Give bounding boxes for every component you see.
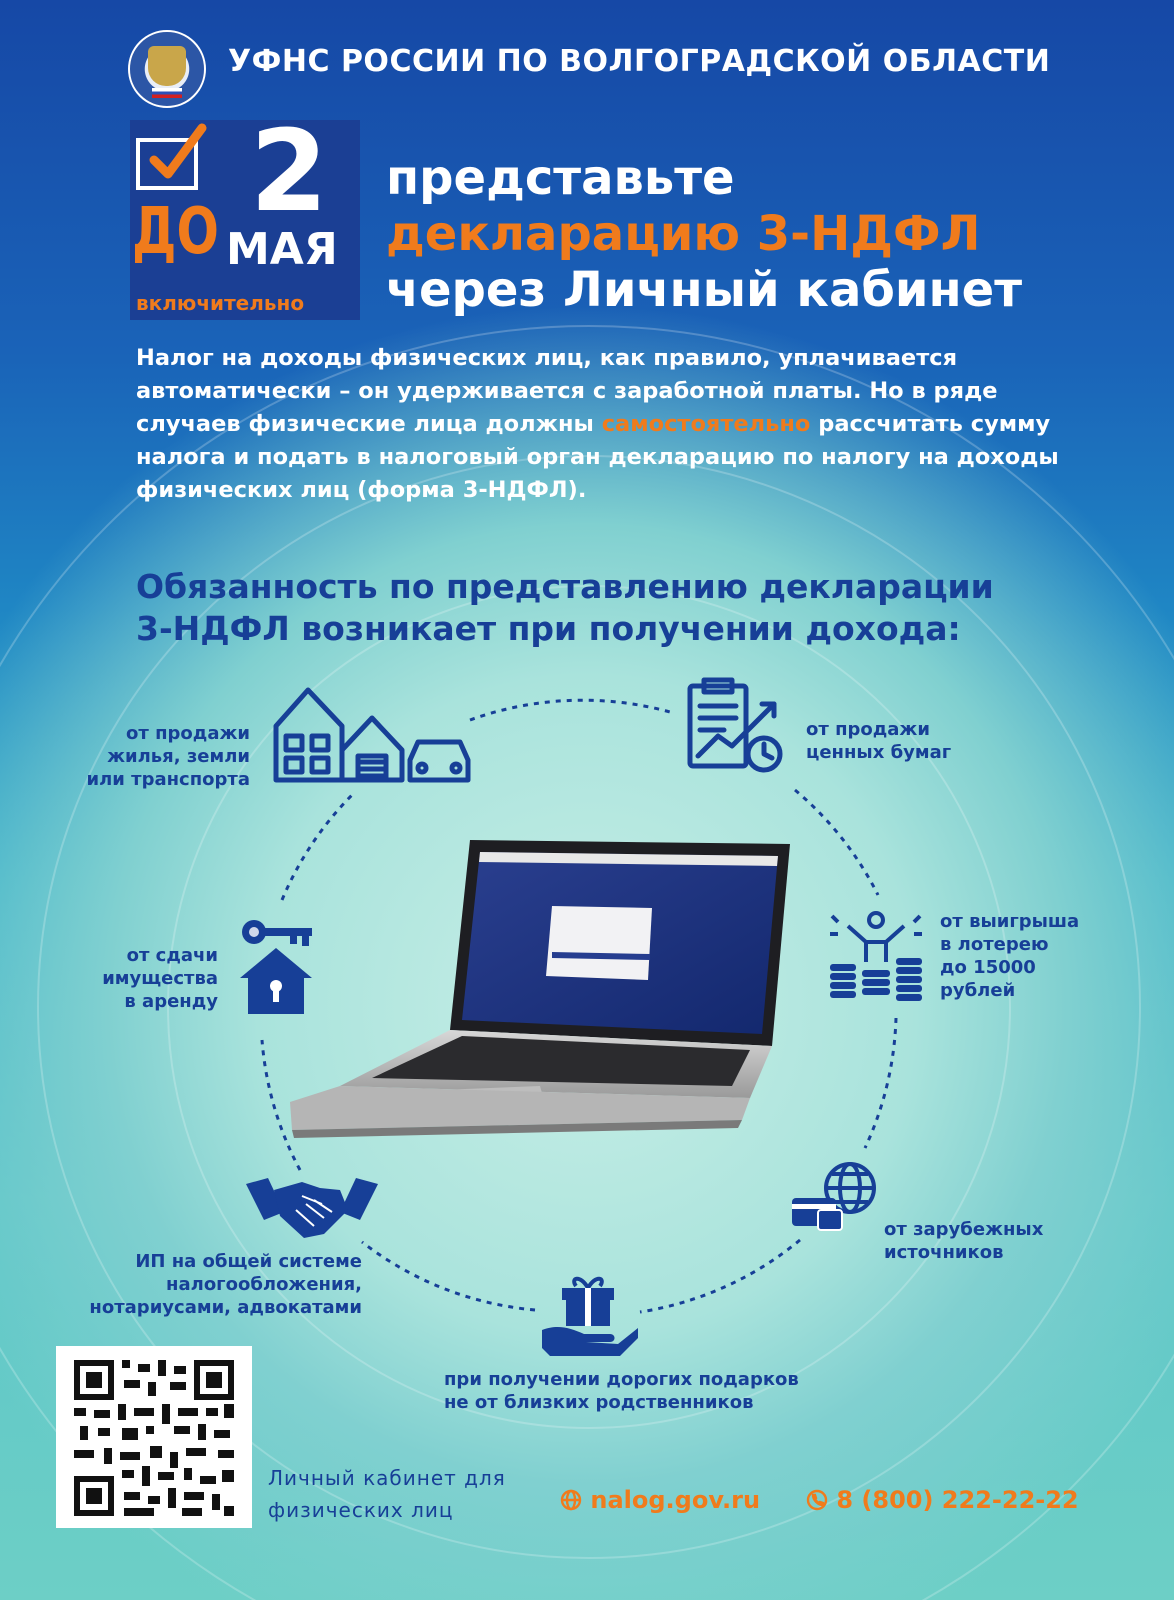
securities-chart-icon — [684, 676, 794, 776]
deadline-day: 2 — [250, 107, 328, 237]
qr-code-pattern — [74, 1360, 234, 1516]
globe-icon — [560, 1489, 582, 1511]
income-label-lottery: от выигрыша в лотерею до 15000 рублей — [940, 911, 1080, 1001]
income-label-entrepreneurs: ИП на общей системе налогообложения, нотариусами, адвокатами — [89, 1251, 362, 1318]
lottery-coins-icon — [826, 908, 926, 1002]
income-label-foreign: от зарубежных источников — [884, 1219, 1044, 1263]
income-label-property-sale: от продажи жилья, земли или транспорта — [86, 723, 250, 790]
headline-line: через Личный кабинет — [386, 262, 1023, 318]
income-label-rent: от сдачи имущества в аренду — [102, 945, 218, 1012]
intro-text: Налог на доходы физических лиц, как правило, уплачивается автоматически – он удерживается с заработной платы. Но в ряде случаев физические лица должны — [136, 345, 998, 437]
personal-account-caption: Личный кабинет для физических лиц — [268, 1466, 506, 1522]
deadline-month: МАЯ — [226, 224, 338, 275]
gift-hand-icon — [540, 1268, 640, 1358]
site-link[interactable] — [560, 1486, 760, 1514]
phone-icon — [806, 1489, 828, 1511]
phone-text: 8 (800) 222-22-22 — [836, 1486, 1079, 1514]
house-car-icon — [268, 676, 478, 786]
phone-link[interactable] — [806, 1486, 1079, 1514]
site-text: nalog.gov.ru — [590, 1486, 761, 1514]
subheading-line: 3-НДФЛ возникает при получении дохода: — [136, 609, 961, 648]
income-label-securities: от продажи ценных бумаг — [806, 719, 952, 763]
deadline-inclusive: включительно — [136, 291, 305, 315]
headline-line: представьте — [386, 150, 735, 206]
intro-text: рассчитать сумму налога и подать в налоговый орган декларацию по налогу на доходы физических лиц (форма 3-НДФЛ). — [136, 411, 1059, 503]
intro-highlight: самостоятельно — [601, 411, 811, 437]
laptop-illustration — [280, 830, 820, 1160]
deadline-prefix: ДО — [132, 195, 219, 269]
headline-line: декларацию 3-НДФЛ — [386, 206, 981, 262]
handshake-icon — [244, 1174, 380, 1244]
subheading-line: Обязанность по представлению декларации — [136, 567, 994, 606]
qr-code-icon[interactable] — [56, 1346, 252, 1528]
income-label-gifts: при получении дорогих подарков не от близких родственников — [444, 1369, 799, 1413]
foreign-card-globe-icon — [788, 1160, 880, 1232]
header-title: УФНС РОССИИ ПО ВОЛГОГРАДСКОЙ ОБЛАСТИ — [228, 44, 1051, 79]
